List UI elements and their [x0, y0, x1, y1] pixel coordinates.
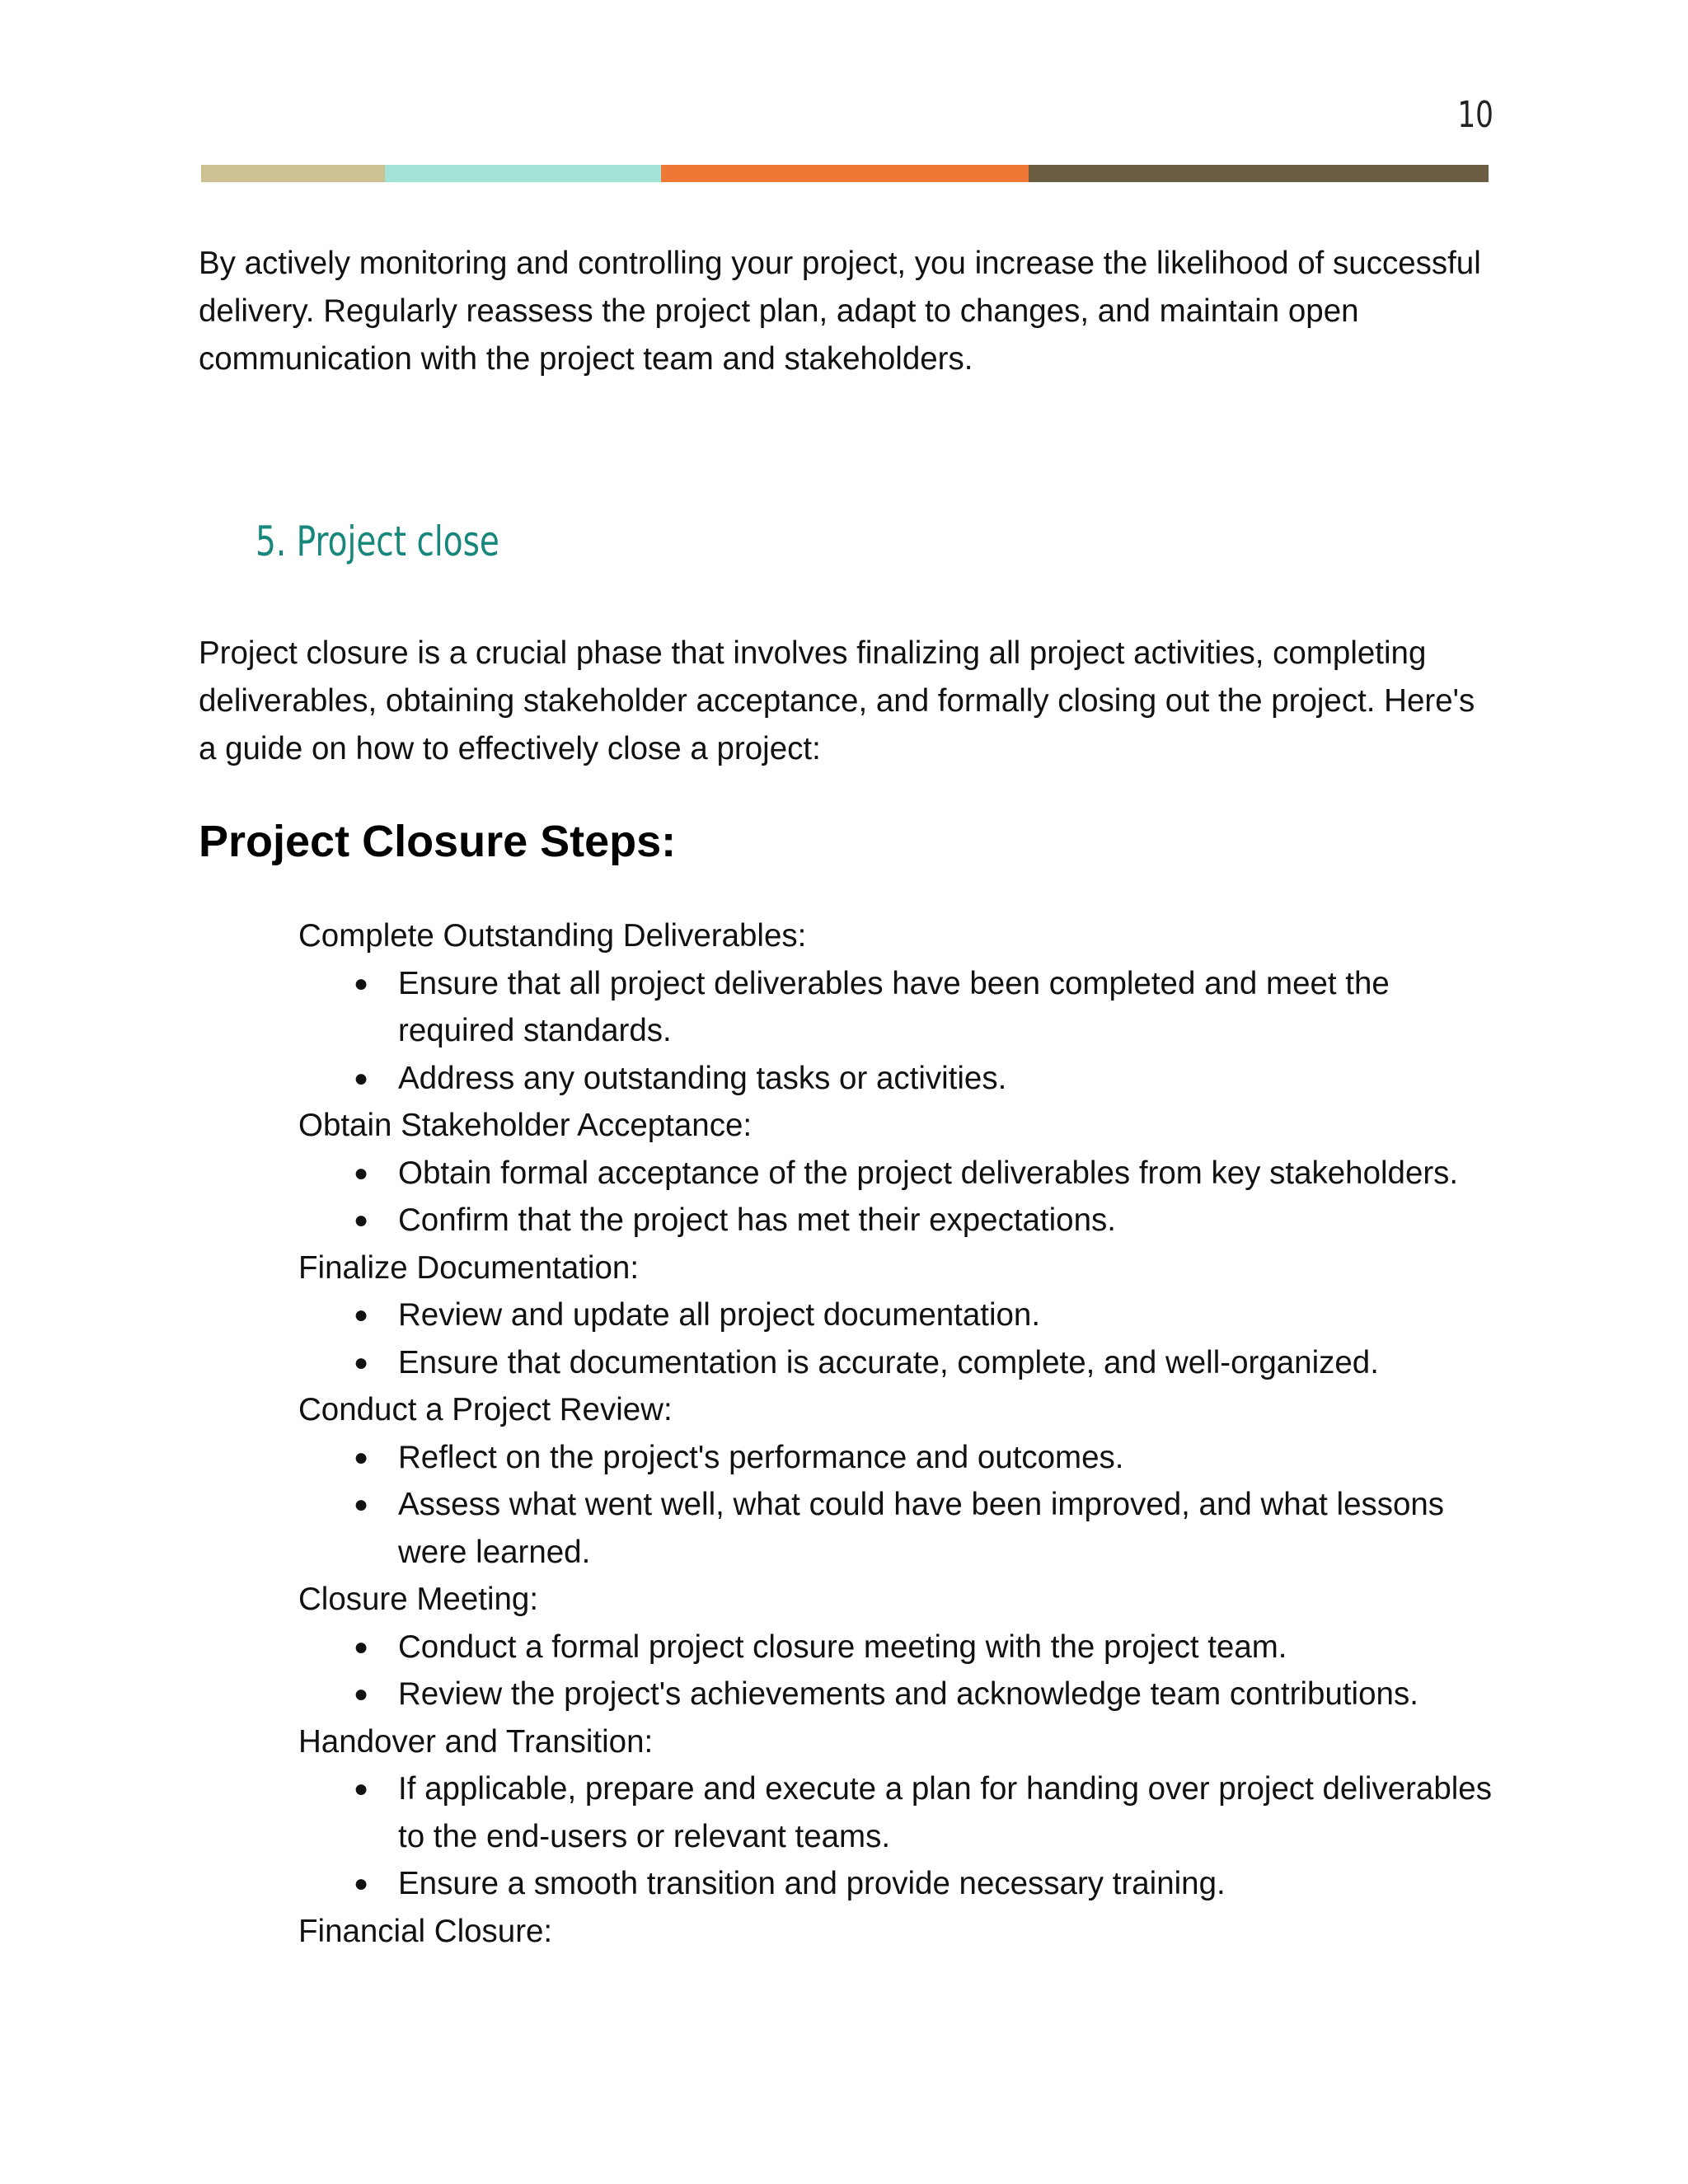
step-bullet	[354, 1434, 1502, 1482]
color-bar-segment-tan	[201, 165, 385, 182]
bullet-dot-icon: ●	[354, 969, 369, 997]
bullet-dot-icon: ●	[354, 1301, 369, 1329]
intro-paragraph: By actively monitoring and controlling your project, you increase the likelihood of successful delivery. Regularly reassess the project plan, adapt to changes, and maintain open communication with the project team and stakeholders.	[199, 246, 1481, 377]
bullet-dot-icon: ●	[354, 1443, 369, 1471]
step-item	[298, 1718, 1502, 1908]
step-bullet-text: Conduct a formal project closure meeting with the project team.	[398, 1629, 1287, 1665]
step-item	[298, 912, 1502, 1102]
step-bullet	[354, 1055, 1502, 1103]
section-heading: 5. Project close	[256, 518, 499, 565]
step-bullet-list	[298, 1291, 1502, 1386]
bullet-dot-icon: ●	[354, 1870, 369, 1897]
step-bullet-text: Review and update all project documentation.	[398, 1297, 1041, 1333]
step-bullet	[354, 1765, 1502, 1860]
step-bullet	[354, 1671, 1502, 1718]
page-number: 10	[1457, 94, 1493, 136]
step-item	[298, 1102, 1502, 1244]
bullet-dot-icon: ●	[354, 1775, 369, 1802]
step-bullet-text: Ensure a smooth transition and provide necessary training.	[398, 1866, 1226, 1901]
step-bullet-text: Obtain formal acceptance of the project deliverables from key stakeholders.	[398, 1155, 1459, 1191]
step-bullet	[354, 1860, 1502, 1908]
step-title: Finalize Documentation:	[298, 1249, 640, 1286]
step-title: Financial Closure:	[298, 1913, 553, 1949]
step-bullet	[354, 1150, 1502, 1197]
bullet-dot-icon: ●	[354, 1207, 369, 1234]
step-bullet-list	[298, 1434, 1502, 1577]
step-bullet	[354, 1624, 1502, 1671]
step-bullet-list	[298, 1624, 1502, 1718]
step-bullet-text: If applicable, prepare and execute a plan for handing over project deliverables to the end-users or relevant teams.	[398, 1771, 1492, 1854]
step-bullet-text: Confirm that the project has met their expectations.	[398, 1202, 1116, 1238]
step-item	[298, 1576, 1502, 1718]
color-bar-segment-brown	[1029, 165, 1489, 182]
step-title: Closure Meeting:	[298, 1582, 539, 1617]
step-bullet	[354, 1291, 1502, 1339]
steps-list	[298, 912, 1502, 1955]
step-bullet-text: Ensure that all project deliverables have been completed and meet the required standards.	[398, 965, 1390, 1048]
closure-intro-paragraph: Project closure is a crucial phase that involves finalizing all project activities, completing deliverables, obtaining stakeholder acceptance, and formally closing out the project. Here's a guide on how to effectively close a project:	[199, 635, 1475, 766]
color-bar-segment-orange	[661, 165, 1029, 182]
steps-heading: Project Closure Steps:	[199, 817, 677, 866]
step-item	[298, 1244, 1502, 1387]
bullet-dot-icon: ●	[354, 1159, 369, 1187]
bullet-dot-icon: ●	[354, 1680, 369, 1708]
step-bullet-text: Reflect on the project's performance and outcomes.	[398, 1439, 1124, 1475]
step-title: Complete Outstanding Deliverables:	[298, 918, 807, 954]
step-title: Conduct a Project Review:	[298, 1392, 673, 1427]
step-bullet-list	[298, 1765, 1502, 1908]
step-bullet-text: Address any outstanding tasks or activities.	[398, 1060, 1007, 1096]
step-bullet-text: Review the project's achievements and acknowledge team contributions.	[398, 1676, 1418, 1712]
bullet-dot-icon: ●	[354, 1491, 369, 1518]
step-bullet	[354, 1481, 1502, 1576]
step-bullet	[354, 960, 1502, 1055]
header-color-bar	[201, 165, 1489, 182]
bullet-dot-icon: ●	[354, 1348, 369, 1376]
step-bullet	[354, 1339, 1502, 1387]
bullet-dot-icon: ●	[354, 1633, 369, 1661]
step-bullet	[354, 1197, 1502, 1244]
step-bullet-list	[298, 960, 1502, 1103]
color-bar-segment-mint	[385, 165, 660, 182]
step-title: Obtain Stakeholder Acceptance:	[298, 1108, 753, 1143]
step-bullet-text: Ensure that documentation is accurate, complete, and well-organized.	[398, 1344, 1379, 1380]
bullet-dot-icon: ●	[354, 1064, 369, 1092]
step-title: Handover and Transition:	[298, 1723, 654, 1760]
step-bullet-list	[298, 1150, 1502, 1244]
step-bullet-text: Assess what went well, what could have been improved, and what lessons were learned.	[398, 1487, 1445, 1570]
step-item	[298, 1386, 1502, 1576]
step-item	[298, 1908, 1502, 1956]
